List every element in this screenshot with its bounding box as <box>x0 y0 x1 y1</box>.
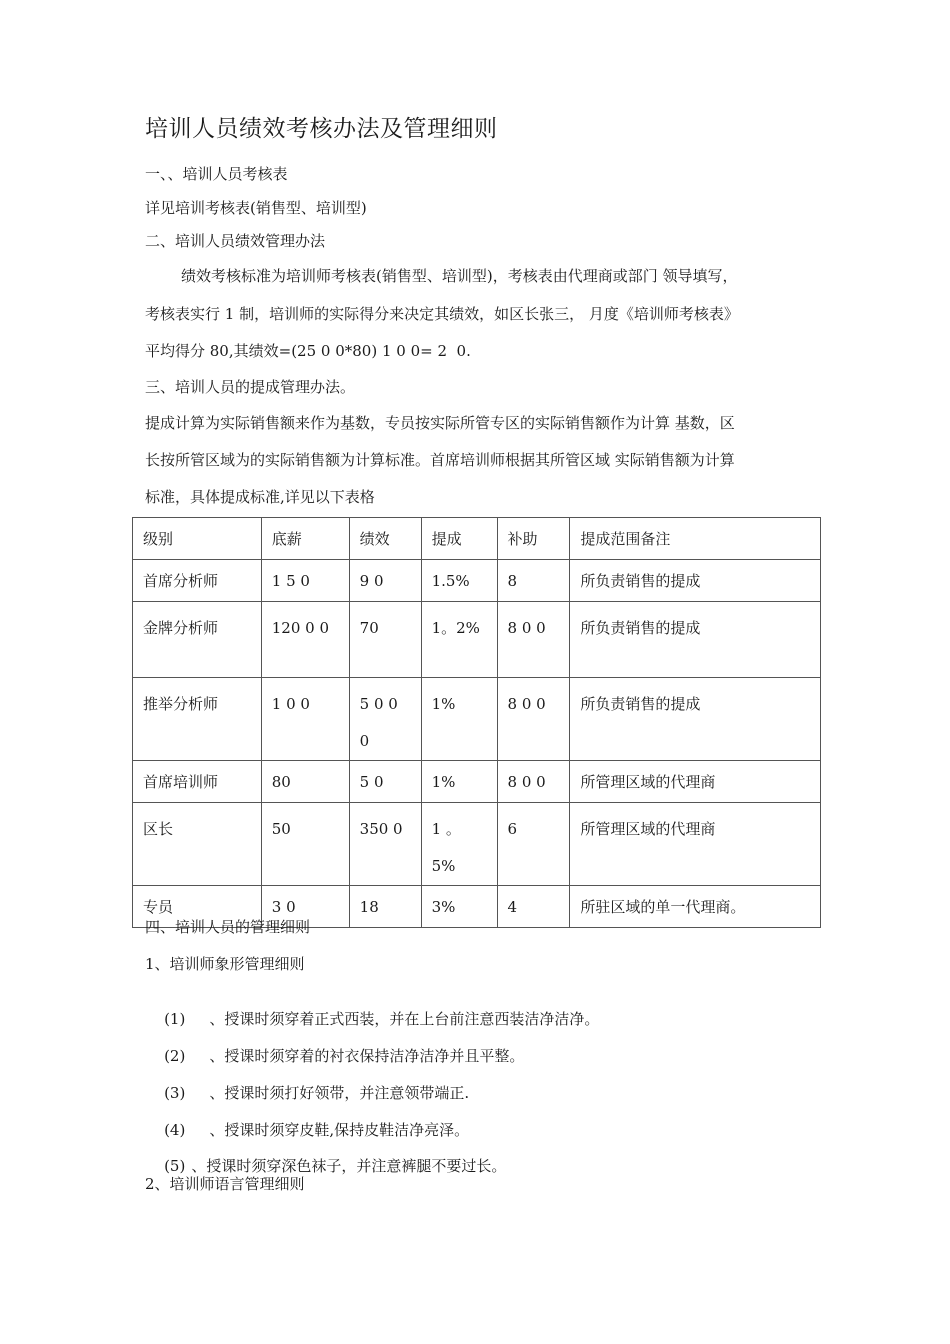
table-cell: 1 5 0 <box>261 560 349 602</box>
table-cell: 1% <box>421 678 497 761</box>
table-cell: 8 0 0 <box>497 678 570 761</box>
table-row <box>133 560 821 602</box>
table-cell: 4 <box>497 886 570 928</box>
list-item-number: (4) <box>164 1121 186 1139</box>
section-2-para-line-2: 考核表实行 1 制，培训师的实际得分来决定其绩效，如区长张三， 月度《培训师考核表》 <box>145 305 739 323</box>
table-header-cell: 级别 <box>133 518 262 560</box>
table-cell: 350 0 <box>349 803 421 886</box>
table-cell: 120 0 0 <box>261 602 349 678</box>
table-cell: 所驻区域的单一代理商。 <box>570 886 821 928</box>
section-1-heading: 一、、培训人员考核表 <box>145 165 288 183</box>
table-cell: 区长 <box>133 803 262 886</box>
list-item-text: 、授课时须穿着正式西装，并在上台前注意西装洁净洁净。 <box>209 1010 600 1028</box>
section-4-subheading-1: 1、培训师象形管理细则 <box>145 955 305 973</box>
table-cell: 专员 <box>133 886 262 928</box>
table-cell: 所负责销售的提成 <box>570 560 821 602</box>
table-cell: 所负责销售的提成 <box>570 678 821 761</box>
list-item-text: 、授课时须穿着的衬衣保持洁净洁净并且平整。 <box>209 1047 525 1065</box>
section-3-heading: 三、培训人员的提成管理办法。 <box>145 378 356 396</box>
list-item-number: (5) <box>164 1157 186 1175</box>
table-cell: 6 <box>497 803 570 886</box>
table-cell: 推举分析师 <box>133 678 262 761</box>
list-item-number: (3) <box>164 1084 186 1102</box>
section-4-heading: 四、培训人员的管理细则 <box>145 918 311 936</box>
list-item-text: 、授课时须穿皮鞋,保持皮鞋洁净亮泽。 <box>209 1121 470 1139</box>
table-cell: 首席培训师 <box>133 761 262 803</box>
table-cell: 所管理区域的代理商 <box>570 761 821 803</box>
table-row <box>133 602 821 678</box>
section-2-heading: 二、培训人员绩效管理办法 <box>145 232 326 250</box>
commission-table <box>132 517 821 928</box>
table-cell: 1 0 0 <box>261 678 349 761</box>
section-3-para-line-3: 标准，具体提成标准,详见以下表格 <box>145 488 375 506</box>
table-header-cell: 提成 <box>421 518 497 560</box>
table-cell: 9 0 <box>349 560 421 602</box>
table-cell: 8 0 0 <box>497 761 570 803</box>
table-row <box>133 803 821 886</box>
table-header-row <box>133 518 821 560</box>
table-row <box>133 678 821 761</box>
list-item-text: 、授课时须打好领带，并注意领带端正. <box>209 1084 470 1102</box>
table-cell: 50 <box>261 803 349 886</box>
table-cell: 金牌分析师 <box>133 602 262 678</box>
table-cell: 所负责销售的提成 <box>570 602 821 678</box>
table-header-cell: 绩效 <box>349 518 421 560</box>
section-4-subheading-2: 2、培训师语言管理细则 <box>145 1175 305 1193</box>
table-cell: 70 <box>349 602 421 678</box>
table-cell: 5 0 0 0 <box>349 678 421 761</box>
table-header-cell: 补助 <box>497 518 570 560</box>
table-cell: 18 <box>349 886 421 928</box>
table-cell: 3 0 <box>261 886 349 928</box>
section-2-para-line-3: 平均得分 80,其绩效=(25 0 0*80) 1 0 0= 2 0. <box>145 342 471 360</box>
section-3-para-line-1: 提成计算为实际销售额来作为基数，专员按实际所管专区的实际销售额作为计算 基数，区 <box>145 414 735 432</box>
table-cell: 所管理区域的代理商 <box>570 803 821 886</box>
table-row <box>133 761 821 803</box>
section-2-para-line-1: 绩效考核标准为培训师考核表(销售型、培训型)，考核表由代理商或部门 领导填写， <box>181 267 738 285</box>
table-cell: 8 0 0 <box>497 602 570 678</box>
list-item-text: 、授课时须穿深色袜子，并注意裤腿不要过长。 <box>191 1157 507 1175</box>
table-cell: 80 <box>261 761 349 803</box>
section-3-para-line-2: 长按所管区域为的实际销售额为计算标准。首席培训师根据其所管区域 实际销售额为计算 <box>145 451 735 469</box>
table-cell: 8 <box>497 560 570 602</box>
table-cell: 5 0 <box>349 761 421 803</box>
list-item-number: (2) <box>164 1047 186 1065</box>
table-cell: 1。2% <box>421 602 497 678</box>
table-cell: 1.5% <box>421 560 497 602</box>
table-cell: 首席分析师 <box>133 560 262 602</box>
document-title: 培训人员绩效考核办法及管理细则 <box>145 116 498 142</box>
table-header-cell: 底薪 <box>261 518 349 560</box>
table-cell: 3% <box>421 886 497 928</box>
table-cell: 1 。 5% <box>421 803 497 886</box>
list-item-number: (1) <box>164 1010 186 1028</box>
table-header-cell: 提成范围备注 <box>570 518 821 560</box>
section-1-text: 详见培训考核表(销售型、培训型) <box>145 199 367 217</box>
table-cell: 1% <box>421 761 497 803</box>
